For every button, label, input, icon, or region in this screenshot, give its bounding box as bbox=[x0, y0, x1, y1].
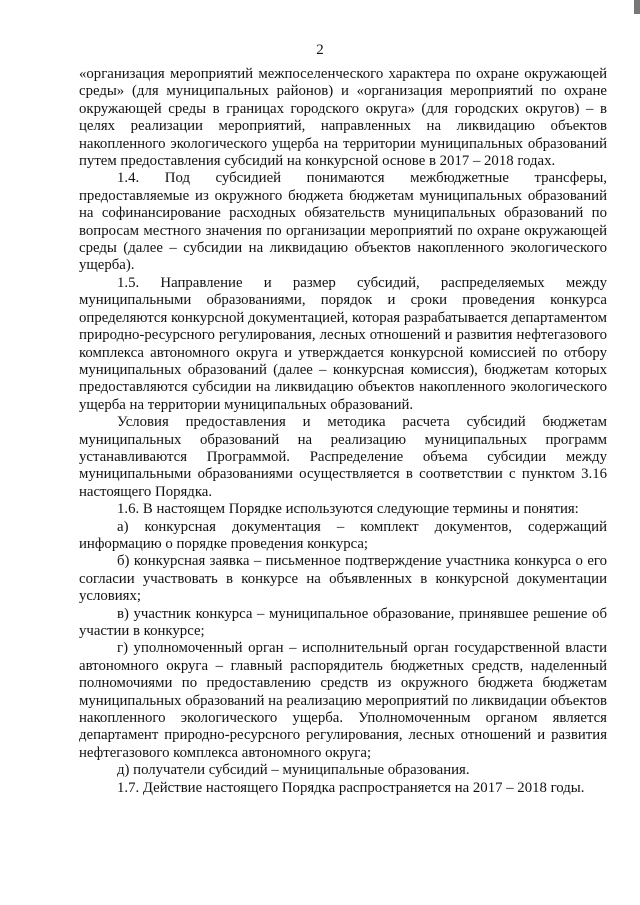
definition-e: д) получатели субсидий – муниципальные образования. bbox=[117, 762, 470, 779]
definition-b: б) конкурсная заявка – письменное подтверждение участника конкурса о его согласии участвовать в конкурсе на объявленных в конкурсной документации условиях; bbox=[79, 553, 607, 605]
paragraph-conditions: Условия предоставления и методика расчета субсидий бюджетам муниципальных образований на реализацию муниципальных программ устанавливаются Программой. Распределение объема субсидии между муниципальными образованиями осуществляется в соответствии с пунктом 3.16 настоящего Порядка. bbox=[79, 414, 607, 500]
paragraph-1-7: 1.7. Действие настоящего Порядка распространяется на 2017 – 2018 годы. bbox=[117, 779, 585, 796]
document-body bbox=[79, 66, 607, 797]
definition-d: г) уполномоченный орган – исполнительный орган государственной власти автономного округа – главный распорядитель бюджетных средств, наделенный полномочиями по предоставлению средств из окружного бюджета бюджетам муниципальных образований на реализацию мероприятий по ликвидации объектов накопленного экологического ущерба. Уполномоченным органом является департамент природно-ресурсного регулирования, лесных отношений и развития нефтегазового комплекса автономного округа; bbox=[79, 640, 607, 761]
paragraph-1-6: 1.6. В настоящем Порядке используются следующие термины и понятия: bbox=[117, 501, 579, 518]
paragraph-1-4: 1.4. Под субсидией понимаются межбюджетные трансферы, предоставляемые из окружного бюджета бюджетам муниципальных образований на софинансирование расходных обязательств муниципальных образований по вопросам местного значения по организации мероприятий по охране окружающей среды (далее – субсидии на ликвидацию объектов накопленного экологического ущерба). bbox=[79, 170, 607, 274]
definition-a: а) конкурсная документация – комплект документов, содержащий информацию о порядке проведения конкурса; bbox=[79, 518, 607, 552]
page-number: 2 bbox=[316, 42, 324, 58]
paragraph-1-5: 1.5. Направление и размер субсидий, распределяемых между муниципальными образованиями, порядок и сроки проведения конкурса определяются конкурсной документацией, которая разрабатывается департаментом природно-ресурсного регулирования, лесных отношений и развития нефтегазового комплекса автономного округа и утверждается конкурсной комиссией по отбору муниципальных образований (далее – конкурсная комиссия), бюджетам которых предоставляются субсидии на ликвидацию объектов накопленного экологического ущерба на территории муниципальных образований. bbox=[79, 274, 607, 413]
definition-c: в) участник конкурса – муниципальное образование, принявшее решение об участии в конкурсе; bbox=[79, 605, 607, 639]
paragraph-intro-continuation: «организация мероприятий межпоселенческого характера по охране окружающей среды» (для муниципальных районов) и «организация мероприятий по охране окружающей среды в границах городского округа» (для городских округов) – в целях реализации мероприятий, направленных на ликвидацию объектов накопленного экологического ущерба на территории муниципальных образований путем предоставления субсидий на конкурсной основе в 2017 – 2018 годах. bbox=[79, 66, 607, 170]
scan-edge-mark bbox=[634, 0, 640, 14]
